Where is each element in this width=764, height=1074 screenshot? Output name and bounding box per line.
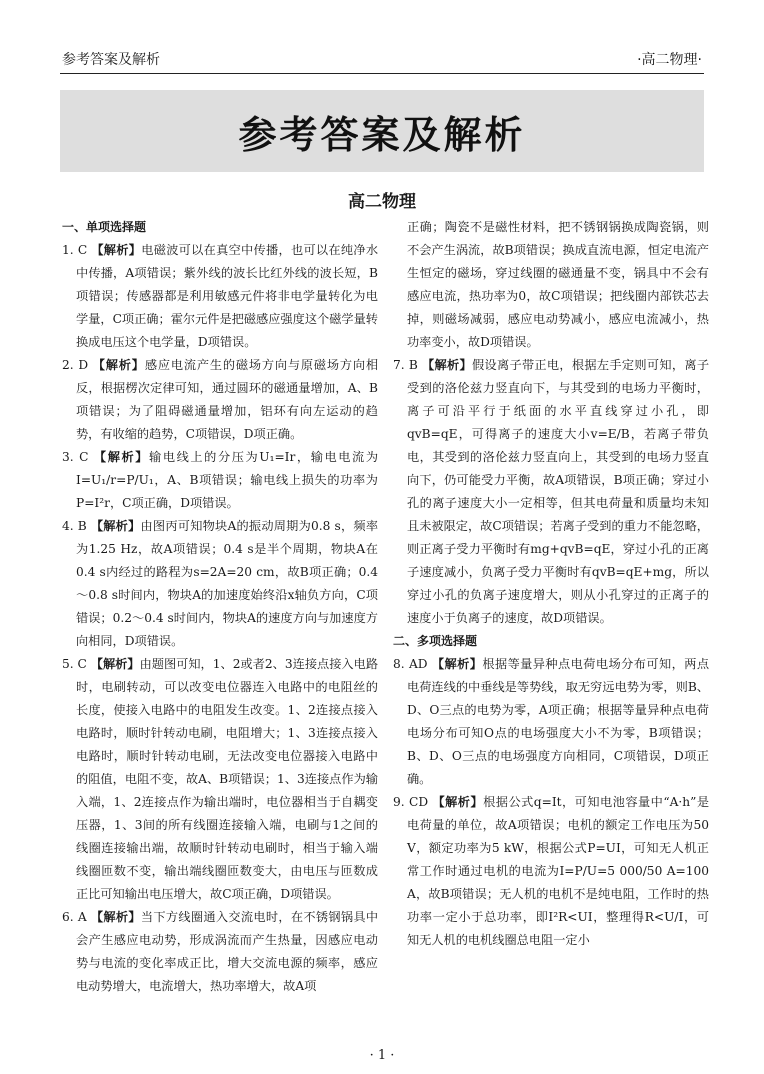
answer-item <box>62 653 378 906</box>
answer-choice: CD <box>409 795 429 809</box>
answer-choice: A <box>77 910 87 924</box>
analysis-tag: 【解析】 <box>90 657 140 671</box>
answer-choice: D <box>78 358 89 372</box>
question-number: 8. <box>393 657 405 671</box>
right-column <box>393 216 709 952</box>
continued-text: 正确；陶瓷不是磁性材料，把不锈钢锅换成陶瓷锅，则不会产生涡流，故B项错误；换成直流电源，恒定电流产生恒定的磁场，穿过线圈的磁通量不变，锅具中不会有感应电流，热功率为0，故C项错误；把线圈内部铁芯去掉，则磁场减弱，感应电动势减小，感应电流减小，热功率变小，故D项错误。 <box>407 220 709 349</box>
section-heading: 一、单项选择题 <box>62 220 147 234</box>
question-number: 9. <box>393 795 405 809</box>
banner-title: 参考答案及解析 <box>238 113 526 157</box>
analysis-text: 当下方线圈通入交流电时，在不锈钢锅具中会产生感应电动势，形成涡流而产生热量，因感应电动势与电流的变化率成正比，增大交流电源的频率，感应电动势增大，电流增大，热功率增大，故A项 <box>76 910 379 993</box>
title-banner <box>60 90 704 172</box>
analysis-tag: 【解析】 <box>93 450 150 464</box>
answer-item <box>393 653 709 791</box>
answer-item <box>62 354 378 446</box>
question-number: 5. <box>62 657 74 671</box>
question-number: 2. <box>62 358 74 372</box>
subject-title: 高二物理 <box>348 192 416 212</box>
analysis-text: 由题图可知，1、2或者2、3连接点接入电路时，电刷转动，可以改变电位器连入电路中的电阻丝的长度，使接入电路中的电阻发生改变。1、2连接点接入电路时，顺时针转动电刷，电阻增大；1、3连接点接入电路时，顺时针转动电刷，无法改变电位器接入电路中的阻值，电阻不变，故A、B项错误；1、3连接点作为输入端，1、2连接点作为输出端时，电位器相当于自耦变压器，1、3间的所有线圈连接输入端，电刷与1之间的线圈连接输出端，故顺时针转动电刷时，相当于输入端线圈匝数不变，输出端线圈匝数变大，由电压与匝数成正比可知输出电压增大，故C项正确，D项错误。 <box>76 657 379 901</box>
question-number: 3. <box>62 450 74 464</box>
analysis-tag: 【解析】 <box>90 910 141 924</box>
analysis-tag: 【解析】 <box>432 795 484 809</box>
header-right: ·高二物理· <box>637 52 702 68</box>
answer-item <box>393 354 709 630</box>
answer-choice: AD <box>408 657 428 671</box>
header-left: 参考答案及解析 <box>62 52 160 68</box>
answer-choice: C <box>77 243 88 257</box>
answer-choice: C <box>79 450 89 464</box>
analysis-text: 根据等量异种点电荷电场分布可知，两点电荷连线的中垂线是等势线，取无穷远电势为零，则B、D、O三点的电势为零，A项正确；根据等量异种点电荷电场分布可知O点的电场强度大小不为零，B项错误；B、D、O三点的电场强度方向相同，C项错误，D项正确。 <box>407 657 710 786</box>
question-number: 6. <box>62 910 74 924</box>
answer-item <box>62 239 378 354</box>
analysis-text: 输电线上的分压为U₁=Ir，输电电流为I=U₁/r=P/U₁，A、B项错误；输电线上损失的功率为P=I²r，C项正确，D项错误。 <box>76 450 379 510</box>
answer-item <box>62 446 378 515</box>
analysis-text: 假设离子带正电，根据左手定则可知，离子受到的洛伦兹力竖直向下，与其受到的电场力平衡时，离子可沿平行于纸面的水平直线穿过小孔，即qvB=qE，可得离子的速度大小v=E/B，若离子带负电，其受到的洛伦兹力竖直向上，其受到的电场力竖直向下，仍可能受力平衡，故A项错误，B项正确；穿过小孔的离子速度大小一定相等，但其电荷量和质量均未知且未被限定，故C项错误；若离子受到的重力不能忽略，则正离子受力平衡时有mg+qvB=qE，穿过小孔的正离子速度减小，负离子受力平衡时有qvB=qE+mg，所以穿过小孔的负离子速度增大，则从小孔穿过的正离子的速度小于负离子的速度，故D项错误。 <box>407 358 710 625</box>
analysis-text: 电磁波可以在真空中传播，也可以在纯净水中传播，A项错误；紫外线的波长比红外线的波长短，B项错误；传感器都是利用敏感元件将非电学量转化为电学量，C项正确；霍尔元件是把磁感应强度这个磁学量转换成电压这个电学量，D项错误。 <box>76 243 379 349</box>
answer-item <box>62 515 378 653</box>
question-number: 4. <box>62 519 74 533</box>
question-number: 7. <box>393 358 405 372</box>
analysis-text: 由图丙可知物块A的振动周期为0.8 s，频率为1.25 Hz，故A项错误；0.4 s是半个周期，物块A在0.4 s内经过的路程为s=2A=20 cm，故B项正确；0.4～0.8 s时间内，物块A的加速度始终沿x轴负方向，C项错误；0.2～0.4 s时间内，物块A的速度方向与加速度方向相同，D项错误。 <box>76 519 379 648</box>
analysis-tag: 【解析】 <box>90 519 141 533</box>
analysis-tag: 【解析】 <box>421 358 472 372</box>
answer-item <box>62 906 378 998</box>
analysis-tag: 【解析】 <box>92 358 145 372</box>
analysis-text: 感应电流产生的磁场方向与原磁场方向相反，根据楞次定律可知，通过圆环的磁通量增加，A、B项错误；为了阻碍磁通量增加，铝环有向左运动的趋势，有收缩的趋势，C项错误，D项正确。 <box>76 358 379 441</box>
page-number: · 1 · <box>369 1048 395 1063</box>
answer-choice: C <box>77 657 87 671</box>
answer-item <box>393 791 709 952</box>
page-header <box>60 45 704 74</box>
analysis-tag: 【解析】 <box>91 243 142 257</box>
answer-choice: B <box>408 358 418 372</box>
analysis-tag: 【解析】 <box>431 657 483 671</box>
question-number: 1. <box>62 243 74 257</box>
analysis-text: 根据公式q=It，可知电池容量中“A·h”是电荷量的单位，故A项错误；电机的额定工作电压为50 V，额定功率为5 kW，根据公式P=UI，可知无人机正常工作时通过电机的电流为I=P/U=5 000/50 A=100 A，故B项错误；无人机的电机不是纯电阻，工作时的热功率一定小于总功率，即I²R<UI，整理得R<U/I，可知无人机的电机线圈总电阻一定小 <box>407 795 710 947</box>
answer-choice: B <box>77 519 87 533</box>
left-column <box>62 216 378 998</box>
section-heading: 二、多项选择题 <box>393 634 478 648</box>
